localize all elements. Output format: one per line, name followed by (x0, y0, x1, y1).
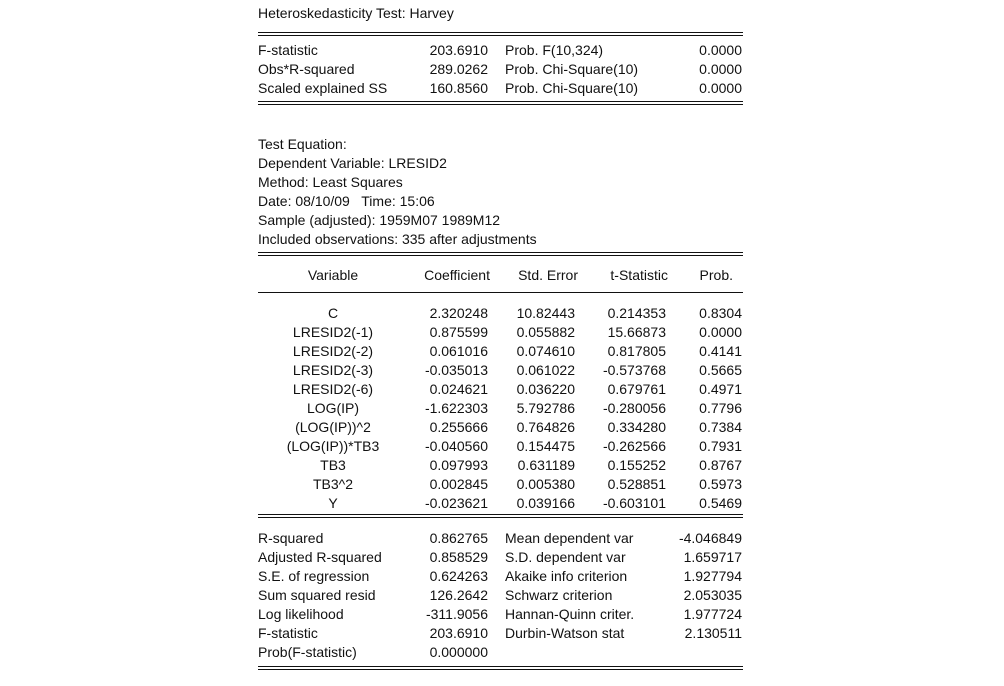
summary-label: Adjusted R-squared (258, 549, 382, 565)
rule (258, 666, 743, 667)
sample: Sample (adjusted): 1959M07 1989M12 (258, 212, 501, 228)
coef-cell: 0.4141 (699, 343, 742, 359)
coef-cell: 0.875599 (429, 324, 488, 340)
summary-label: F-statistic (258, 625, 318, 641)
summary-value: 0.862765 (429, 530, 488, 546)
coef-cell: 0.061022 (516, 362, 575, 378)
rule (258, 292, 743, 293)
summary-value: 0.624263 (429, 568, 488, 584)
coef-cell: 0.061016 (429, 343, 488, 359)
coef-cell: 0.7796 (699, 400, 742, 416)
summary-value: 1.927794 (683, 568, 742, 584)
included-observations: Included observations: 335 after adjustments (258, 231, 537, 247)
summary-label: S.D. dependent var (505, 549, 626, 565)
variable-name: LRESID2(-6) (292, 381, 374, 397)
coef-cell: 0.002845 (429, 476, 488, 492)
summary-label: R-squared (258, 530, 324, 546)
summary-value: 126.2642 (429, 587, 488, 603)
stat-prob: 0.0000 (699, 61, 742, 77)
stat-label: F-statistic (258, 42, 318, 58)
coef-cell: 0.5973 (699, 476, 742, 492)
test-equation-label: Test Equation: (258, 136, 347, 152)
coef-cell: 0.5469 (699, 495, 742, 511)
coef-cell: 0.334280 (607, 419, 666, 435)
summary-value: 1.659717 (683, 549, 742, 565)
rule (258, 252, 743, 253)
coef-cell: 0.679761 (607, 381, 666, 397)
coef-cell: 0.5665 (699, 362, 742, 378)
summary-value: 0.858529 (429, 549, 488, 565)
date-time: Date: 08/10/09 Time: 15:06 (258, 193, 435, 209)
stat-label: Obs*R-squared (258, 61, 355, 77)
coef-cell: -0.573768 (602, 362, 666, 378)
summary-value: 2.053035 (683, 587, 742, 603)
coef-cell: -0.035013 (424, 362, 488, 378)
coef-cell: -0.280056 (602, 400, 666, 416)
coef-cell: 0.631189 (517, 457, 575, 473)
coef-cell: 0.036220 (516, 381, 575, 397)
summary-label: Schwarz criterion (505, 587, 613, 603)
coef-cell: 5.792786 (516, 400, 575, 416)
stat-prob: 0.0000 (699, 80, 742, 96)
coef-header-cell: Prob. (699, 267, 733, 283)
coef-cell: 10.82443 (516, 305, 575, 321)
coef-cell: 15.66873 (607, 324, 666, 340)
coef-cell: 0.817805 (607, 343, 666, 359)
coef-cell: 0.528851 (607, 476, 666, 492)
coef-cell: 2.320248 (429, 305, 488, 321)
summary-label: Prob(F-statistic) (258, 644, 357, 660)
rule (258, 514, 743, 515)
coef-cell: 0.154475 (516, 438, 575, 454)
coef-cell: 0.005380 (516, 476, 575, 492)
coef-cell: 0.764826 (516, 419, 575, 435)
coef-cell: -0.262566 (602, 438, 666, 454)
coef-cell: 0.8767 (699, 457, 742, 473)
variable-name: LRESID2(-1) (292, 324, 374, 340)
coef-cell: -0.040560 (424, 438, 488, 454)
variable-name: LRESID2(-2) (292, 343, 374, 359)
variable-name: LRESID2(-3) (292, 362, 374, 378)
stat-prob: 0.0000 (699, 42, 742, 58)
summary-value: 1.977724 (683, 606, 742, 622)
summary-label: Sum squared resid (258, 587, 376, 603)
coef-cell: 0.7384 (699, 419, 742, 435)
summary-label: S.E. of regression (258, 568, 370, 584)
summary-label: Durbin-Watson stat (505, 625, 625, 641)
dependent-variable: Dependent Variable: LRESID2 (258, 155, 447, 171)
coef-header-cell: t-Statistic (610, 267, 668, 283)
summary-value: 2.130511 (684, 625, 742, 641)
coef-cell: 0.097993 (429, 457, 488, 473)
coef-cell: -1.622303 (424, 400, 488, 416)
rule (258, 517, 743, 518)
summary-value: 0.000000 (429, 644, 488, 660)
rule (258, 669, 743, 670)
coef-header-cell: Variable (307, 267, 359, 283)
rule (258, 32, 743, 33)
variable-name: TB3^2 (312, 476, 354, 492)
variable-name: Y (328, 495, 338, 511)
rule (258, 255, 743, 256)
summary-label: Akaike info criterion (505, 568, 628, 584)
coef-cell: 0.0000 (699, 324, 742, 340)
rule (258, 35, 743, 36)
variable-name: (LOG(IP))*TB3 (286, 438, 380, 454)
coef-header-cell: Coefficient (424, 267, 490, 283)
coef-cell: 0.4971 (699, 381, 742, 397)
stat-prob-label: Prob. Chi-Square(10) (505, 61, 639, 77)
summary-value: 203.6910 (429, 625, 488, 641)
coef-cell: 0.8304 (699, 305, 742, 321)
summary-label: Mean dependent var (505, 530, 634, 546)
summary-value: -311.9056 (425, 606, 488, 622)
stat-value: 203.6910 (429, 42, 488, 58)
method: Method: Least Squares (258, 174, 403, 190)
coef-cell: 0.024621 (429, 381, 488, 397)
summary-value: -4.046849 (678, 530, 742, 546)
coef-cell: 0.214353 (607, 305, 666, 321)
coef-cell: 0.155252 (607, 457, 666, 473)
coef-header-cell: Std. Error (518, 267, 578, 283)
coef-cell: -0.603101 (602, 495, 666, 511)
coef-cell: 0.055882 (516, 324, 575, 340)
stat-prob-label: Prob. Chi-Square(10) (505, 80, 639, 96)
output-title: Heteroskedasticity Test: Harvey (258, 5, 454, 21)
stat-value: 160.8560 (429, 80, 488, 96)
coef-cell: -0.023621 (424, 495, 488, 511)
coef-cell: 0.255666 (429, 419, 488, 435)
coef-cell: 0.074610 (516, 343, 575, 359)
rule (258, 101, 743, 102)
summary-label: Hannan-Quinn criter. (505, 606, 635, 622)
stat-prob-label: Prob. F(10,324) (505, 42, 604, 58)
coef-cell: 0.039166 (516, 495, 575, 511)
variable-name: C (327, 305, 339, 321)
variable-name: LOG(IP) (306, 400, 360, 416)
summary-label: Log likelihood (258, 606, 344, 622)
coef-cell: 0.7931 (699, 438, 742, 454)
stat-label: Scaled explained SS (258, 80, 388, 96)
variable-name: TB3 (320, 457, 346, 473)
variable-name: (LOG(IP))^2 (295, 419, 371, 435)
rule (258, 104, 743, 105)
stat-value: 289.0262 (429, 61, 488, 77)
